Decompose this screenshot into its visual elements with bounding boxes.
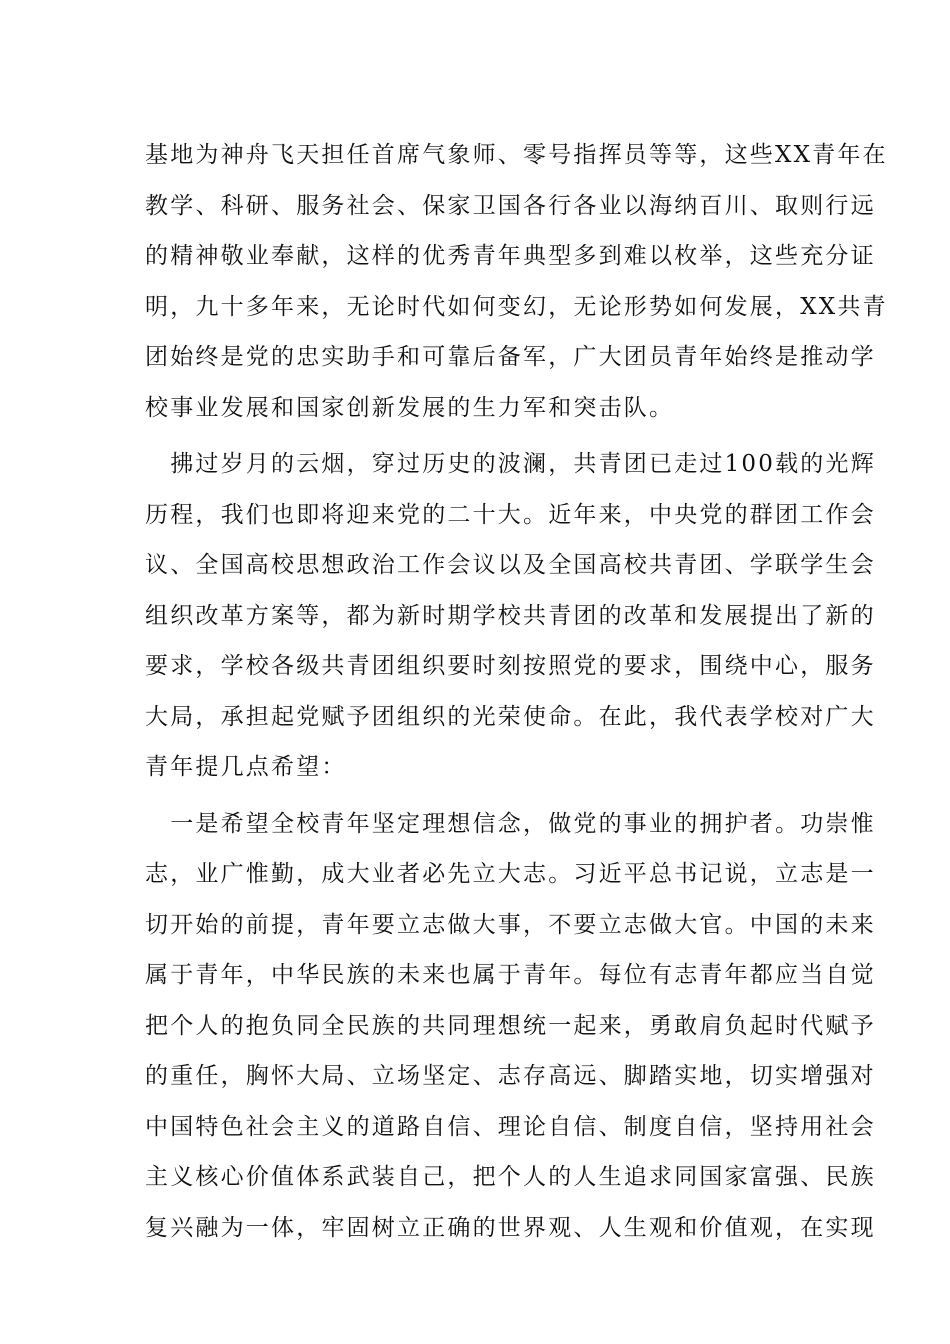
text-line: 历程，我们也即将迎来党的二十大。近年来，中央党的群团工作会 bbox=[145, 501, 876, 528]
paragraph-1 bbox=[145, 130, 888, 433]
text-line: 组织改革方案等，都为新时期学校共青团的改革和发展提出了新的 bbox=[145, 602, 876, 629]
text-line: 主义核心价值体系武装自己，把个人的人生追求同国家富强、民族 bbox=[145, 1164, 876, 1190]
text-line: 的精神敬业奉献，这样的优秀青年典型多到难以枚举，这些充分证 bbox=[145, 243, 876, 269]
text-line: 属于青年，中华民族的未来也属于青年。每位有志青年都应当自觉 bbox=[145, 962, 876, 988]
paragraph-2 bbox=[145, 439, 876, 793]
paragraph-3 bbox=[145, 799, 876, 1254]
text-line: 切开始的前提，青年要立志做大事，不要立志做大官。中国的未来 bbox=[145, 911, 876, 938]
text-line: 复兴融为一体，牢固树立正确的世界观、人生观和价值观，在实现 bbox=[145, 1214, 876, 1241]
text-line: 一是希望全校青年坚定理想信念，做党的事业的拥护者。功崇惟 bbox=[145, 810, 876, 837]
text-line: 的重任，胸怀大局、立场坚定、志存高远、脚踏实地，切实增强对 bbox=[145, 1063, 876, 1089]
text-line: 拂过岁月的云烟，穿过历史的波澜，共青团已走过100载的光辉 bbox=[145, 451, 876, 477]
text-line: 基地为神舟飞天担任首席气象师、零号指挥员等等，这些XX青年在 bbox=[145, 142, 888, 168]
document-body bbox=[145, 130, 888, 1253]
text-line: 教学、科研、服务社会、保家卫国各行各业以海纳百川、取则行远 bbox=[145, 192, 876, 219]
text-line: 要求，学校各级共青团组织要时刻按照党的要求，围绕中心，服务 bbox=[145, 653, 876, 679]
text-line: 把个人的抱负同全民族的共同理想统一起来，勇敢肩负起时代赋予 bbox=[145, 1012, 876, 1039]
text-line: 志，业广惟勤，成大业者必先立大志。习近平总书记说，立志是一 bbox=[145, 861, 876, 887]
text-line: 中国特色社会主义的道路自信、理论自信、制度自信，坚持用社会 bbox=[145, 1113, 876, 1140]
text-line: 团始终是党的忠实助手和可靠后备军，广大团员青年始终是推动学 bbox=[145, 344, 876, 370]
text-line: 青年提几点希望： bbox=[145, 754, 347, 780]
text-line: 议、全国高校思想政治工作会议以及全国高校共青团、学联学生会 bbox=[145, 552, 876, 578]
text-line: 校事业发展和国家创新发展的生力军和突击队。 bbox=[145, 394, 675, 421]
text-line: 明，九十多年来，无论时代如何变幻，无论形势如何发展，XX共青 bbox=[145, 293, 888, 320]
text-line: 大局，承担起党赋予团组织的光荣使命。在此，我代表学校对广大 bbox=[145, 703, 876, 730]
